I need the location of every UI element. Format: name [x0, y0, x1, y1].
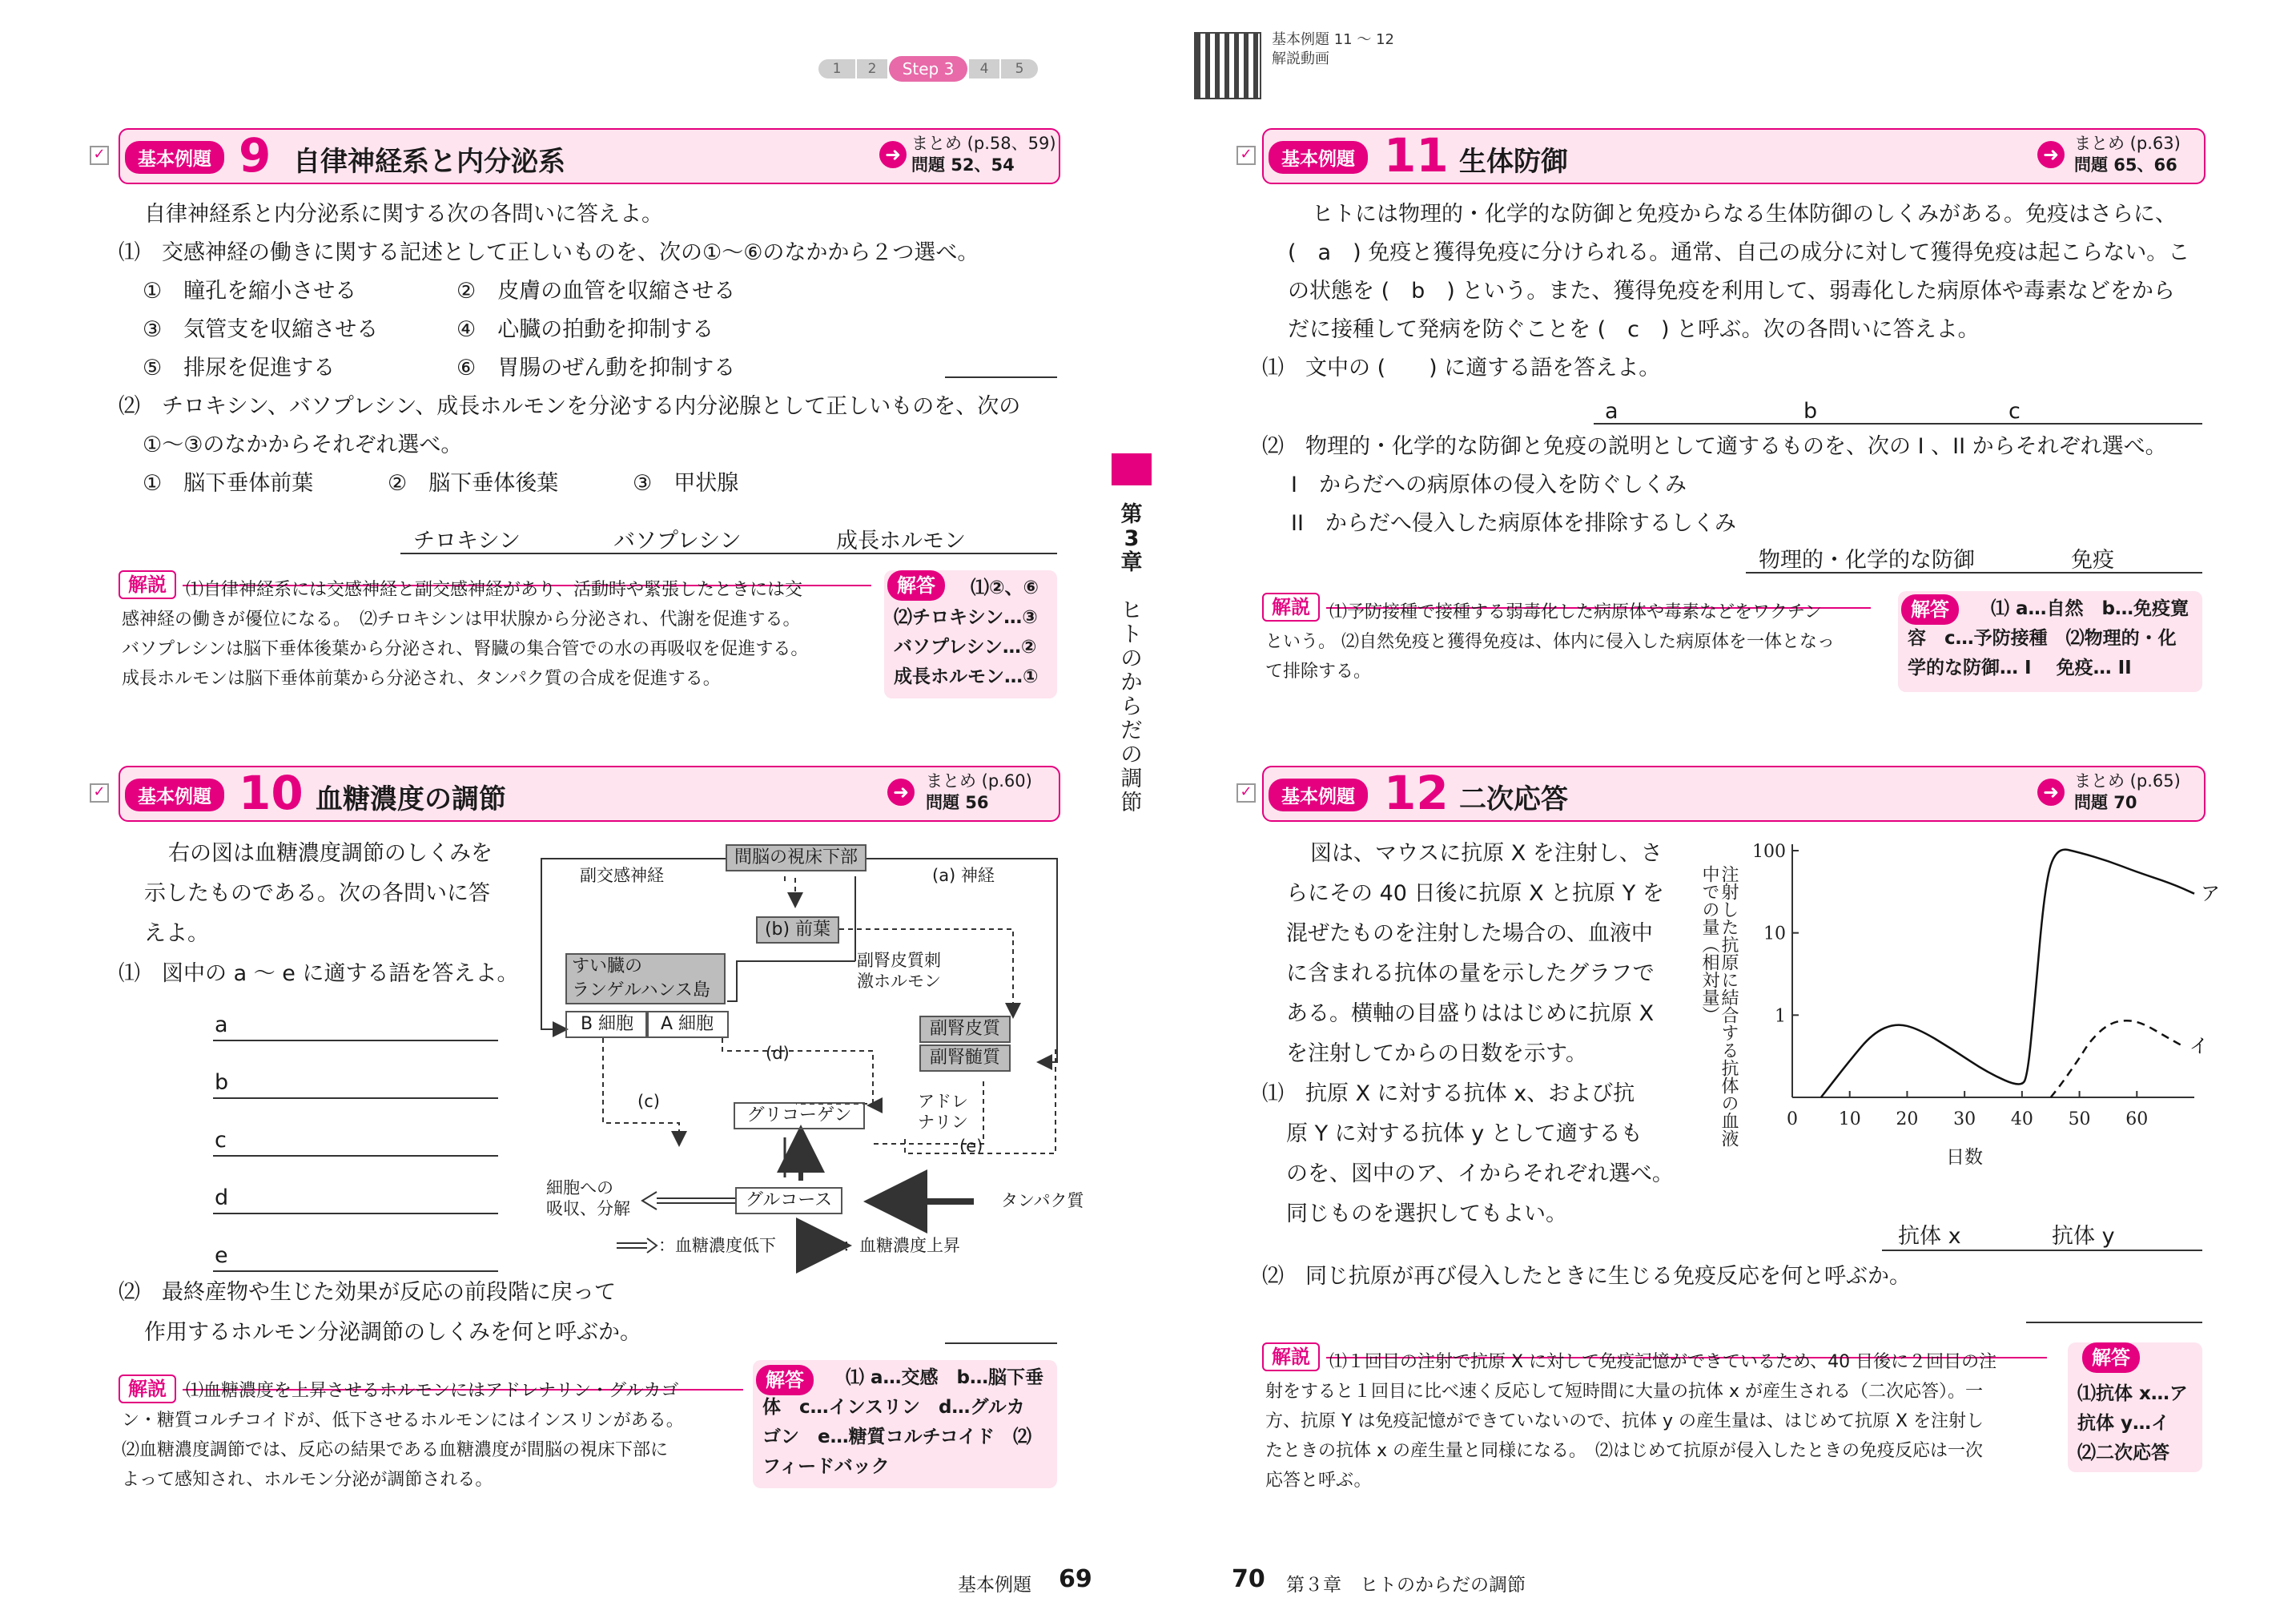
blood-sugar-diagram — [521, 833, 1084, 1282]
antibody-chart — [1699, 833, 2220, 1185]
chart-y-tick-label: 10 — [1763, 924, 1786, 944]
problem-10-title: 血糖濃度の調節 — [316, 783, 506, 815]
check-box-10[interactable]: ✓ — [90, 783, 109, 803]
chart-plot — [1699, 833, 2220, 1185]
check-box-9[interactable]: ✓ — [90, 146, 109, 165]
chart-x-tick-label: 30 — [1953, 1109, 1976, 1129]
p10-line-d[interactable] — [213, 1213, 498, 1214]
problem-11-tag: 基本例題 — [1269, 141, 1368, 174]
p12-text-5: ある。横軸の目盛りははじめに抗原 X — [1286, 1001, 1655, 1026]
chapter-char: 第 — [1120, 502, 1143, 527]
p12-text-4: に含まれる抗体の量を示したグラフで — [1286, 961, 1655, 986]
chapter-side-label — [1112, 503, 1152, 815]
a-cell-box: A 細胞 — [645, 1011, 729, 1038]
qr-code-icon[interactable] — [1194, 32, 1261, 99]
p9-answer-line-2[interactable] — [400, 553, 1057, 554]
p10-kaito-box: ⑴ a…交感 b…脳下垂 体 c…インスリン d…グルカ ゴン e…糖質コルチコイド ⑵ フィードバック — [753, 1360, 1057, 1488]
p10-answer-line-2[interactable] — [945, 1342, 1057, 1344]
p10-blank-c: c — [215, 1128, 227, 1153]
p9-kaisetsu-label: 解説 — [119, 570, 176, 599]
chart-series-label: イ — [2189, 1035, 2209, 1058]
p10-line-b[interactable] — [213, 1097, 498, 1099]
p9-kaito-label: 解答 — [887, 570, 945, 601]
chart-xlabel: 日数 — [1946, 1147, 1983, 1168]
problem-11-ref[interactable]: まとめ (p.63) 問題 65、66 — [2074, 134, 2181, 175]
chart-y-tick-label: 1 — [1775, 1006, 1786, 1027]
chart-series-label: ア — [2201, 882, 2220, 905]
problem-11-title: 生体防御 — [1459, 146, 1568, 178]
p9-choice-4: ④ 心臓の拍動を抑制する — [456, 317, 714, 342]
chapter-char: 章 — [1120, 550, 1143, 575]
p9-choice-5: ⑤ 排尿を促進する — [143, 356, 336, 380]
p10-question-2b: 作用するホルモン分泌調節のしくみを何と呼ぶか。 — [144, 1320, 641, 1345]
chapter-char: だ — [1120, 718, 1143, 743]
problem-12-tag: 基本例題 — [1269, 779, 1368, 811]
p12-kaito-box: ⑴抗体 x…ア 抗体 y…イ ⑵二次応答 — [2068, 1342, 2202, 1472]
p11-kaisetsu: ⑴予防接種で接種する弱毒化した病原体や毒素などをワクチン という。 ⑵自然免疫と獲得免疫は、体内に侵入した病原体を一体となっ て排除する。 — [1265, 602, 1835, 682]
problem-11-number: 11 — [1384, 128, 1449, 183]
chapter-marker — [1112, 453, 1152, 485]
step-5[interactable]: 5 — [1001, 59, 1038, 78]
problem-12-title: 二次応答 — [1459, 783, 1568, 815]
page-number-69: 69 — [1059, 1565, 1092, 1593]
chapter-char: 調 — [1120, 767, 1143, 791]
legend-decrease: ：血糖濃度低下 — [658, 1236, 776, 1255]
p10-intro-1: 右の図は血糖濃度調節のしくみを — [168, 841, 493, 866]
p9-answer-line-1[interactable] — [945, 376, 1057, 378]
p9-choice-6: ⑥ 胃腸のぜん動を抑制する — [456, 356, 736, 380]
p12-text-3: 混ぜたものを注射した場合の、血液中 — [1286, 921, 1653, 946]
video-header-line1: 基本例題 11 〜 12 — [1272, 31, 1394, 48]
problem-12-number: 12 — [1384, 766, 1449, 820]
p11-kaito-box: ⑴ a…自然 b…免疫寛 容 c…予防接種 ⑵物理的・化 学的な防御… I 免疫… II — [1898, 591, 2202, 692]
p10-blank-a: a — [215, 1012, 228, 1037]
chapter-char: か — [1120, 670, 1143, 695]
problem-9-number: 9 — [239, 128, 271, 183]
p10-line-e[interactable] — [213, 1270, 498, 1272]
p12-kaito-label: 解答 — [2082, 1342, 2140, 1373]
p10-intro-3: えよ。 — [144, 921, 209, 946]
p9-choice-1: ① 瞳孔を縮小させる — [143, 279, 357, 304]
p12-kaisetsu: ⑴１回目の注射で抗原 X に対して免疫記憶ができているため、40 日後に２回目の注 射をすると１回目に比べ速く反応して短時間に大量の抗体 x が産生される（二次応答）。一 方、抗原 Y は免疫記憶ができていないので、抗体 y の産生量は、はじめて抗原 X を注射し たときの抗体 x の産生量と同様になる。 ⑵はじめて抗原が侵入したときの免疫反応は一次 応答と呼ぶ。 — [1265, 1352, 1997, 1491]
label-c: (c) — [637, 1092, 660, 1111]
chart-x-tick-label: 10 — [1838, 1109, 1861, 1129]
step-3-current[interactable]: Step 3 — [889, 56, 967, 82]
p11-kaito-label: 解答 — [1901, 594, 1959, 625]
p12-text-1: 図は、マウスに抗原 X を注射し、さ — [1310, 841, 1663, 866]
p11-text-2: ( a ) 免疫と獲得免疫に分けられる。通常、自己の成分に対して獲得免疫は起こらない。こ — [1288, 240, 2190, 265]
chart-x-tick-label: 0 — [1787, 1109, 1798, 1129]
problem-9-title: 自律神経系と内分泌系 — [293, 146, 565, 178]
p10-intro-2: 示したものである。次の各問いに答 — [144, 881, 490, 906]
p12-question-1a: ⑴ 抗原 X に対する抗体 x、および抗 — [1262, 1081, 1635, 1106]
p9-blank-label-2: バソプレシン — [613, 529, 742, 553]
protein-label: タンパク質 — [1001, 1191, 1084, 1210]
chart-series-a — [1821, 850, 2194, 1097]
p10-blank-d: d — [215, 1185, 229, 1210]
chart-x-tick-label: 60 — [2125, 1109, 2149, 1129]
problem-12-ref[interactable]: まとめ (p.65) 問題 70 — [2074, 771, 2181, 812]
chapter-char: ヒ — [1120, 598, 1143, 623]
video-header — [1272, 30, 1394, 69]
p11-answer-line-1[interactable] — [1594, 423, 2202, 425]
p9-choice-3: ③ 気管支を収縮させる — [143, 317, 379, 342]
video-header-line2: 解説動画 — [1272, 50, 1329, 67]
chapter-char: の — [1120, 646, 1143, 671]
p10-question-1: ⑴ 図中の a 〜 e に適する語を答えよ。 — [119, 961, 519, 986]
footer-left-label: 基本例題 — [958, 1575, 1031, 1596]
p11-blank-b: b — [1803, 399, 1818, 424]
p11-question-2: ⑵ 物理的・化学的な防御と免疫の説明として適するものを、次の I 、II からそれぞれ選べ。 — [1262, 434, 2167, 459]
p11-option-2: II からだへ侵入した病原体を排除するしくみ — [1291, 511, 1736, 536]
p11-blank-immune: 免疫 — [2071, 548, 2114, 573]
p9-choice-2: ② 皮膚の血管を収縮させる — [456, 279, 736, 304]
p12-blank-x: 抗体 x — [1898, 1224, 1961, 1249]
p10-kaisetsu: ⑴血糖濃度を上昇させるホルモンにはアドレナリン・グルカゴ ン・糖質コルチコイドが、低下させるホルモンにはインスリンがある。 ⑵血糖濃度調節では、反応の結果である血糖濃度が間脳の視床下部に よって感知され、ホルモン分泌が調節される。 — [122, 1381, 684, 1490]
chart-x-tick-label: 20 — [1896, 1109, 1919, 1129]
adrenal-medulla-box: 副腎髄質 — [919, 1044, 1011, 1072]
p9-q2-choice-2: ② 脳下垂体後葉 — [388, 471, 559, 496]
chart-x-tick-label: 50 — [2068, 1109, 2091, 1129]
adrenal-cortex-box: 副腎皮質 — [919, 1016, 1011, 1043]
arrow-right-icon: ➜ — [2037, 141, 2065, 168]
p9-q2-choice-1: ① 脳下垂体前葉 — [143, 471, 314, 496]
p10-blank-e: e — [215, 1243, 228, 1268]
p10-blank-b: b — [215, 1070, 229, 1095]
legend-increase: ：血糖濃度上昇 — [842, 1236, 960, 1255]
p9-intro: 自律神経系と内分泌系に関する次の各問いに答えよ。 — [144, 202, 663, 227]
p12-blank-y: 抗体 y — [2052, 1224, 2115, 1249]
chapter-char: 3 — [1124, 526, 1140, 551]
chart-ylabel: 注射した抗原に結合する抗体の血液中での量（相対量） — [1699, 865, 1739, 1147]
p12-answer-line-1[interactable] — [1882, 1250, 2202, 1251]
p11-text-3: の状態を ( b ) という。また、獲得免疫を利用して、弱毒化した病原体や毒素などをから — [1288, 279, 2175, 304]
p11-question-1: ⑴ 文中の ( ) に適する語を答えよ。 — [1262, 356, 1661, 380]
adrenaline-label: アドレ ナリン — [918, 1092, 968, 1132]
problem-10-number: 10 — [239, 766, 304, 820]
chart-x-tick-label: 40 — [2010, 1109, 2033, 1129]
p11-blank-physical: 物理的・化学的な防御 — [1759, 548, 1975, 573]
p12-question-1b: 原 Y に対する抗体 y として適するも — [1286, 1121, 1643, 1146]
arrow-right-icon: ➜ — [879, 141, 907, 168]
p9-blank-label-1: チロキシン — [413, 529, 521, 553]
p12-question-2: ⑵ 同じ抗原が再び侵入したときに生じる免疫反応を何と呼ぶか。 — [1262, 1264, 1911, 1289]
p9-kaito-box: ⑴②、⑥ ⑵チロキシン…③ バソプレシン…② 成長ホルモン…① — [884, 570, 1057, 698]
cell-absorption-label: 細胞への 吸収、分解 — [546, 1178, 630, 1218]
p9-kaisetsu: ⑴自律神経系には交感神経と副交感神経があり、活動時や緊張したときには交 感神経の働きが優位になる。 ⑵チロキシンは甲状腺から分泌され、代謝を促進する。 バソプレシンは脳下垂体後葉から分泌され、腎臓の集合管での水の再吸収を促進する。 成長ホルモンは脳下垂体前葉から分泌され、タンパク質の合成を促進する。 — [122, 580, 809, 689]
problem-10-ref[interactable]: まとめ (p.60) 問題 56 — [926, 771, 1032, 812]
glucose-box: グルコース — [735, 1187, 842, 1214]
p10-kaito-label: 解答 — [756, 1365, 814, 1395]
pituitary-box: (b) 前葉 — [756, 916, 839, 944]
p12-kaisetsu-label: 解説 — [1262, 1342, 1320, 1371]
p11-blank-a: a — [1605, 399, 1618, 424]
p11-answer-line-2[interactable] — [1746, 572, 2202, 574]
p12-text-2: らにその 40 日後に抗原 X と抗原 Y を — [1286, 881, 1664, 906]
p9-question-2b: ①〜③のなかからそれぞれ選べ。 — [143, 433, 463, 457]
chapter-char: ト — [1120, 622, 1143, 647]
p11-text-1: ヒトには物理的・化学的な防御と免疫からなる生体防御のしくみがある。免疫はさらに、 — [1312, 202, 2177, 227]
chapter-char: の — [1120, 743, 1143, 767]
glycogen-box: グリコーゲン — [734, 1102, 865, 1129]
p10-line-a[interactable] — [213, 1040, 498, 1041]
p11-text-4: だに接種して発病を防ぐことを ( c ) と呼ぶ。次の各問いに答えよ。 — [1288, 317, 1980, 342]
label-d: (d) — [766, 1044, 790, 1063]
step-2[interactable]: 2 — [857, 59, 887, 78]
step-4[interactable]: 4 — [969, 59, 999, 78]
p9-blank-label-3: 成長ホルモン — [836, 529, 966, 553]
nerve-a-label: (a) 神経 — [932, 866, 995, 885]
p10-question-2a: ⑵ 最終産物や生じた効果が反応の前段階に戻って — [119, 1280, 616, 1305]
problem-10-tag: 基本例題 — [125, 779, 224, 811]
acth-label: 副腎皮質刺 激ホルモン — [857, 951, 941, 991]
p12-answer-line-2[interactable] — [2026, 1322, 2202, 1323]
p9-question-1: ⑴ 交感神経の働きに関する記述として正しいものを、次の①〜⑥のなかから２つ選べ。 — [119, 240, 979, 265]
chapter-char: ら — [1120, 694, 1143, 719]
p12-question-1c: のを、図中のア、イからそれぞれ選べ。 — [1286, 1161, 1674, 1186]
chapter-char — [1112, 575, 1152, 599]
chart-y-tick-label: 100 — [1752, 842, 1786, 862]
p10-line-c[interactable] — [213, 1155, 498, 1157]
check-box-12[interactable]: ✓ — [1236, 783, 1256, 803]
footer-right-label: 第３章 ヒトのからだの調節 — [1286, 1575, 1526, 1596]
p9-question-2a: ⑵ チロキシン、バソプレシン、成長ホルモンを分泌する内分泌腺として正しいものを、次の — [119, 394, 1021, 419]
hypothalamus-box: 間脳の視床下部 — [726, 844, 867, 871]
arrow-right-icon: ➜ — [2037, 779, 2065, 806]
chart-series-i — [2051, 1020, 2183, 1097]
p11-kaisetsu-label: 解説 — [1262, 593, 1320, 622]
step-1[interactable]: 1 — [818, 59, 855, 78]
chapter-char: 節 — [1120, 791, 1143, 815]
problem-9-tag: 基本例題 — [125, 141, 224, 174]
page-number-70: 70 — [1232, 1565, 1265, 1593]
check-box-11[interactable]: ✓ — [1236, 146, 1256, 165]
parasympathetic-label: 副交感神経 — [580, 866, 664, 885]
p12-question-1d: 同じものを選択してもよい。 — [1286, 1201, 1567, 1226]
p9-q2-choice-3: ③ 甲状腺 — [633, 471, 739, 496]
p11-blank-c: c — [2008, 399, 2021, 424]
p12-text-6: を注射してからの日数を示す。 — [1286, 1041, 1587, 1066]
problem-9-ref[interactable]: まとめ (p.58、59) 問題 52、54 — [911, 134, 1056, 175]
p10-kaisetsu-label: 解説 — [119, 1374, 176, 1403]
b-cell-box: B 細胞 — [565, 1011, 649, 1038]
arrow-right-icon: ➜ — [887, 779, 915, 806]
pancreas-box: すい臓の ランゲルハンス島 — [565, 953, 726, 1004]
label-e: (e) — [959, 1137, 983, 1156]
p11-option-1: I からだへの病原体の侵入を防ぐしくみ — [1291, 473, 1687, 497]
